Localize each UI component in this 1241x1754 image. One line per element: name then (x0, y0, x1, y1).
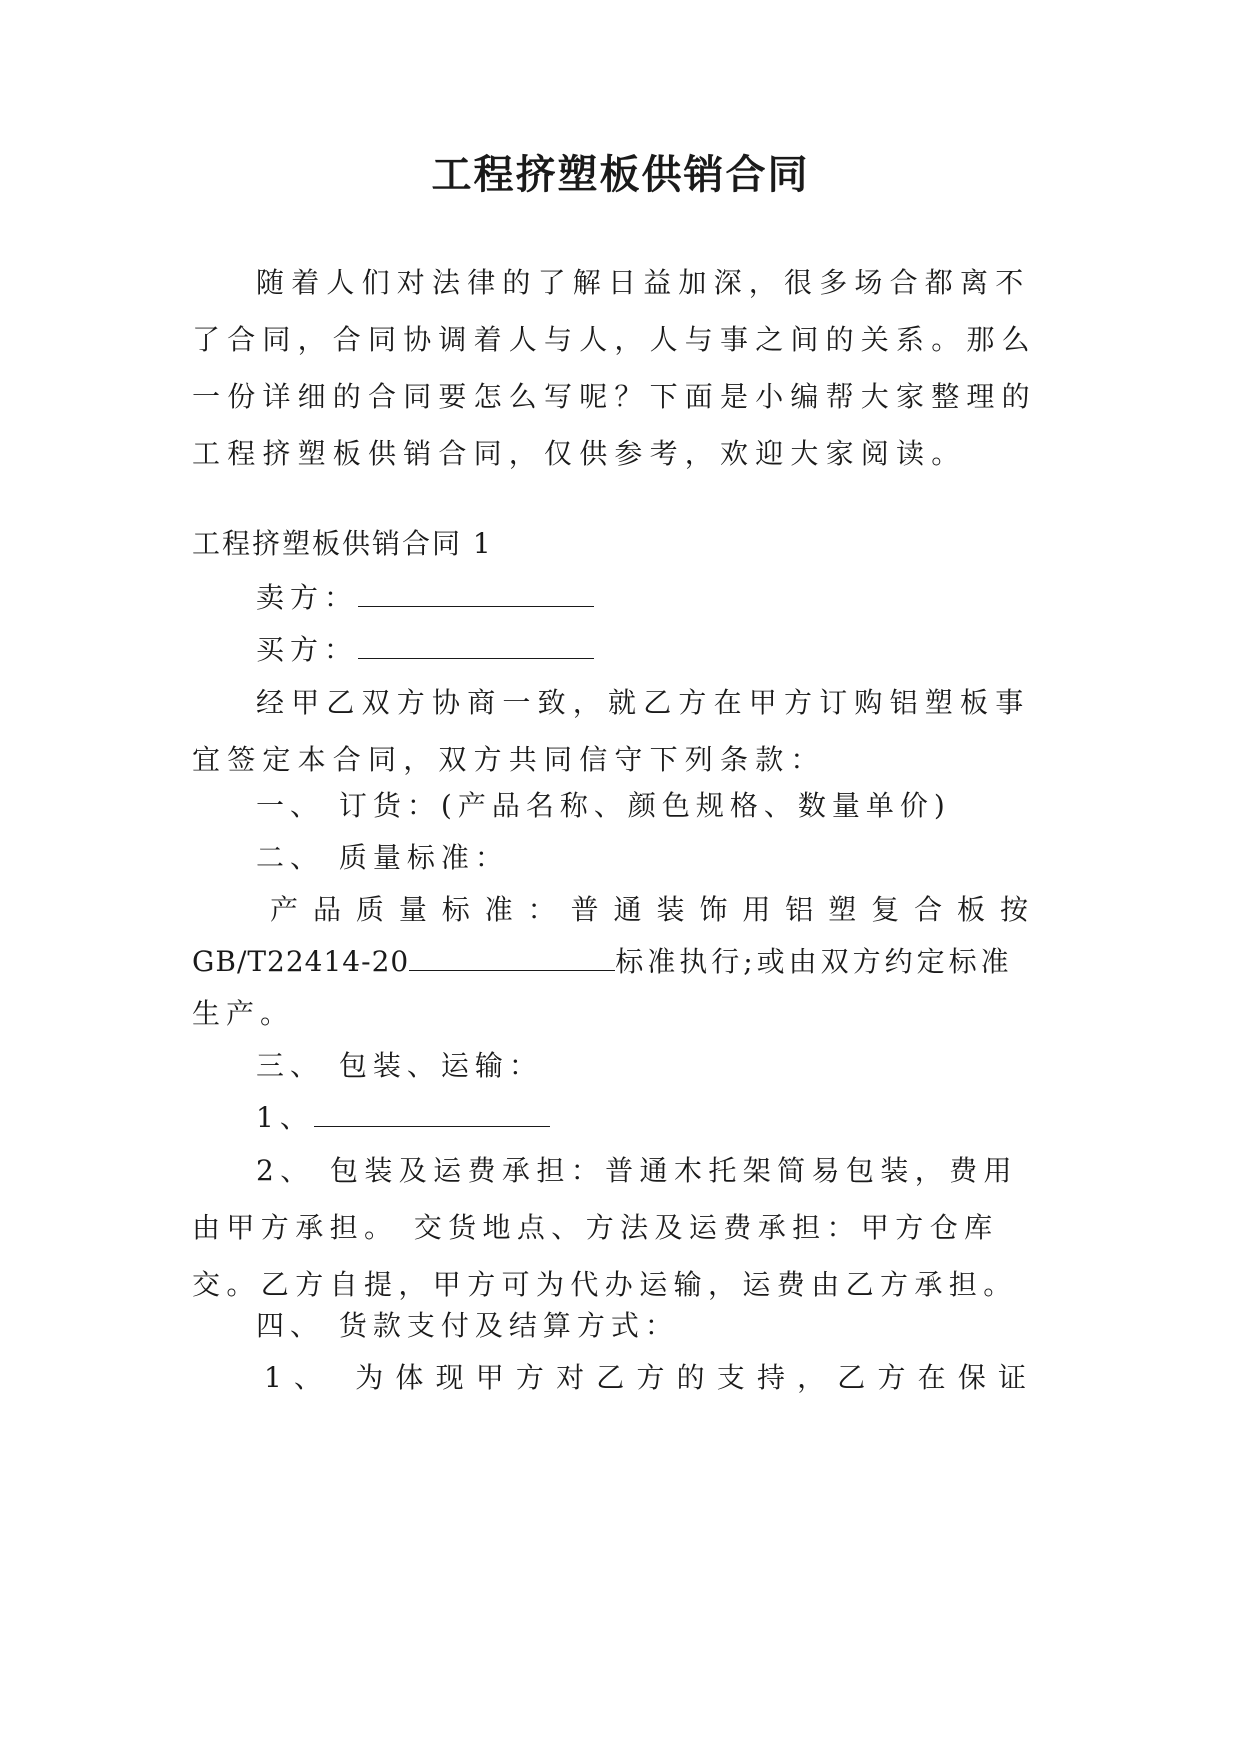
quality-line-2 (192, 942, 1052, 982)
quality-standard-code: GB/T22414-20 (192, 945, 410, 978)
buyer-line (192, 630, 1116, 670)
agreement-paragraph: 经甲乙双方协商一致，就乙方在甲方订购铝塑板事宜签定本合同，双方共同信守下列条款： (192, 686, 1031, 776)
packaging-item-1 (192, 1098, 1116, 1138)
buyer-label: 买方： (256, 633, 359, 666)
packaging-item-2: 2、 包装及运费承担：普通木托架简易包装，费用由甲方承担。 交货地点、方法及运费承担：甲方仓库交。乙方自提，甲方可为代办运输，运费由乙方承担。 (192, 1154, 1018, 1301)
payment-item-1: 1、 为体现甲方对乙方的支持，乙方在保证 (264, 1361, 1032, 1394)
packaging-item-1-label: 1、 (256, 1101, 314, 1134)
seller-blank (358, 578, 594, 607)
clause-order: 一、 订货：(产品名称、颜色规格、数量单价) (256, 789, 951, 822)
clause-payment: 四、 货款支付及结算方式： (256, 1309, 679, 1342)
seller-label: 卖方： (256, 581, 359, 614)
buyer-blank (358, 630, 594, 659)
seller-line (192, 578, 1116, 618)
document-title: 工程挤塑板供销合同 (431, 152, 810, 198)
quality-line-2-rest: 标准执行;或由双方约定标准 (615, 945, 1013, 978)
section-heading: 工程挤塑板供销合同 1 (192, 527, 493, 560)
clause-quality: 二、 质量标准： (256, 841, 509, 874)
quality-line-1: 产品质量标准：普通装饰用铝塑复合板按 (270, 893, 1034, 926)
quality-line-3: 生产。 (192, 997, 295, 1030)
quality-year-blank (409, 942, 615, 971)
intro-paragraph: 随着人们对法律的了解日益加深，很多场合都离不了合同，合同协调着人与人，人与事之间的关系。那么一份详细的合同要怎么写呢？下面是小编帮大家整理的工程挤塑板供销合同，仅供参考，欢迎大家阅读。 (192, 266, 1037, 470)
packaging-item-1-blank (314, 1098, 550, 1127)
clause-packaging: 三、 包装、运输： (256, 1049, 543, 1082)
